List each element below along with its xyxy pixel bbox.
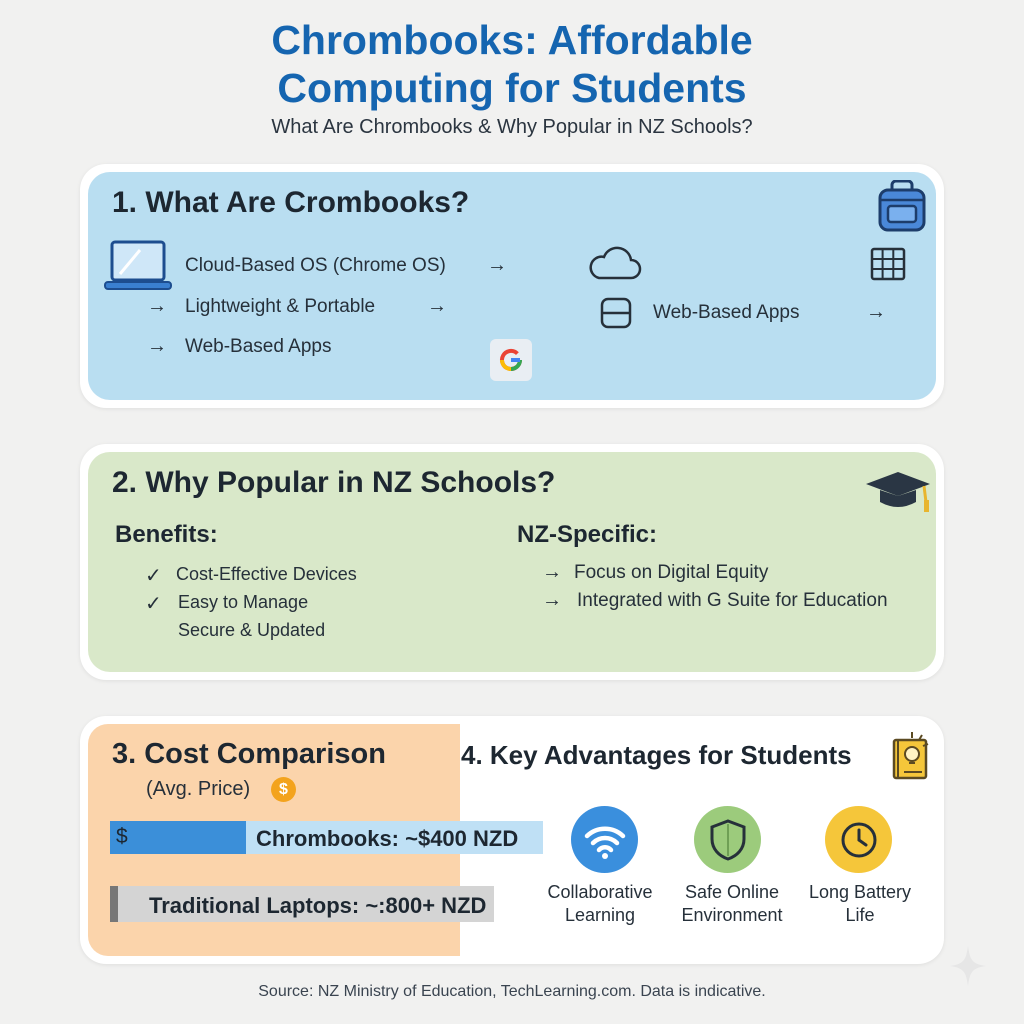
chromebook-price-bar-fill xyxy=(110,821,246,854)
laptop-price-bar-edge xyxy=(110,886,118,922)
nz-digital-equity: Focus on Digital Equity xyxy=(574,562,769,583)
advantage-label-line: Learning xyxy=(564,905,636,925)
clock-icon xyxy=(838,819,880,861)
coin-icon xyxy=(271,777,296,802)
title-line-1: Chrombooks: Affordable xyxy=(271,17,753,63)
sparkle-icon xyxy=(948,944,988,988)
feature-web-apps: Web-Based Apps xyxy=(185,336,332,357)
section-1-heading: 1. What Are Crombooks? xyxy=(112,186,470,219)
chromebook-price-label: Chrombooks: ~$400 NZD xyxy=(256,826,519,851)
arrow-icon: → xyxy=(427,295,447,317)
advantage-battery-life xyxy=(790,881,930,927)
section-4-heading: 4. Key Advantages for Students xyxy=(461,740,852,770)
wifi-icon xyxy=(581,816,629,864)
advantage-safe-online xyxy=(662,881,802,927)
title-line-2: Computing for Students xyxy=(277,65,747,111)
benefit-cost-effective: Cost-Effective Devices xyxy=(176,564,357,584)
source-footer: Source: NZ Ministry of Education, TechLearning.com. Data is indicative. xyxy=(258,983,766,1000)
cloud-icon xyxy=(585,244,643,282)
laptop-icon xyxy=(104,240,172,292)
page-title xyxy=(0,16,1024,112)
grid-apps-icon xyxy=(870,247,906,281)
advantage-label-line: Life xyxy=(845,905,875,925)
section-3-subheading: (Avg. Price) xyxy=(146,778,251,800)
arrow-icon: → xyxy=(542,561,562,583)
check-icon: ✓ xyxy=(145,565,162,587)
laptop-price-label: Traditional Laptops: ~:800+ NZD xyxy=(149,893,487,918)
section-2-heading: 2. Why Popular in NZ Schools? xyxy=(112,466,556,499)
nz-specific-heading: NZ-Specific: xyxy=(517,521,658,548)
lightbulb-book-icon xyxy=(890,730,932,782)
feature-cloud-os: Cloud-Based OS (Chrome OS) xyxy=(185,255,446,276)
page-subtitle: What Are Chrombooks & Why Popular in NZ Schools? xyxy=(271,116,753,138)
advantage-label-line: Safe Online xyxy=(684,882,780,902)
arrow-icon: → xyxy=(487,254,507,276)
arrow-icon: → xyxy=(147,295,167,317)
coin-symbol: $ xyxy=(279,781,288,798)
advantage-label-line: Environment xyxy=(681,905,783,925)
arrow-icon: → xyxy=(147,335,167,357)
backpack-icon xyxy=(872,180,932,234)
graduation-cap-icon xyxy=(864,470,934,516)
section-3-heading: 3. Cost Comparison xyxy=(112,738,386,770)
advantage-label-line: Long Battery xyxy=(808,882,912,902)
advantage-collaborative xyxy=(530,881,670,927)
shield-icon xyxy=(708,818,748,862)
benefit-easy-manage: Easy to Manage xyxy=(178,592,309,612)
check-icon: ✓ xyxy=(145,593,162,615)
google-icon xyxy=(489,338,533,382)
arrow-icon: → xyxy=(866,301,886,323)
bar-dollar-label: $ xyxy=(116,825,128,848)
advantage-label-line: Collaborative xyxy=(547,882,653,902)
arrow-icon: → xyxy=(542,589,562,611)
app-window-icon xyxy=(600,297,632,329)
feature-lightweight: Lightweight & Portable xyxy=(185,296,376,317)
nz-g-suite: Integrated with G Suite for Education xyxy=(577,590,888,611)
benefit-secure: Secure & Updated xyxy=(178,620,326,640)
benefits-heading: Benefits: xyxy=(115,521,218,548)
feature-web-apps-right: Web-Based Apps xyxy=(653,302,800,323)
